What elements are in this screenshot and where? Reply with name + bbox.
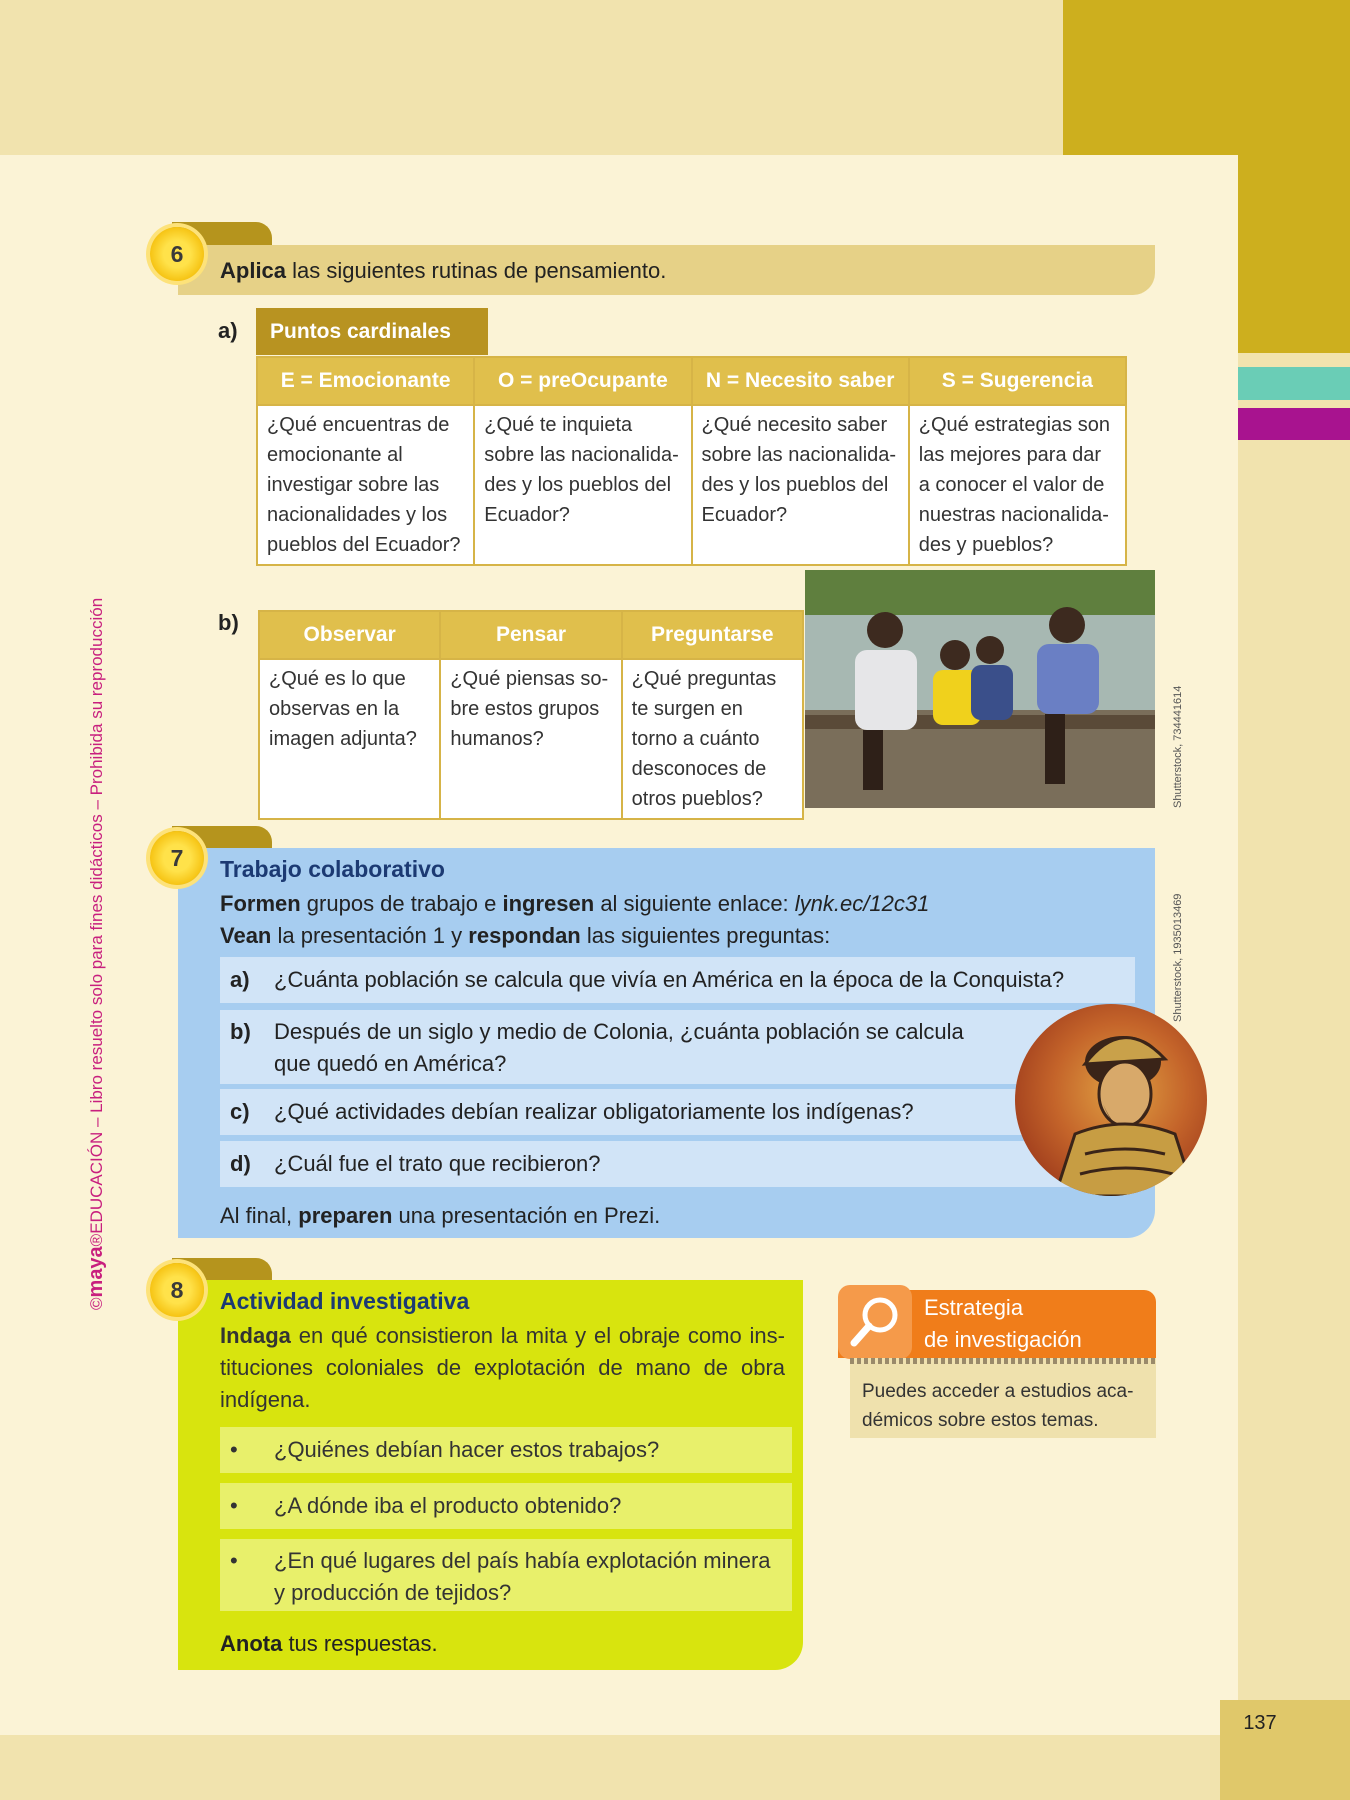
cell-pensar: ¿Qué piensas sobre estos grupos humanos? [440, 659, 621, 819]
closing-start: Al final, [220, 1203, 299, 1228]
strategy-icon-box [838, 1285, 912, 1359]
verb-preparen: preparen [298, 1203, 393, 1228]
bullet-dot: • [230, 1548, 238, 1573]
conquistador-portrait [1015, 1004, 1207, 1196]
bullet-item-1 [220, 1427, 792, 1473]
strategy-title [924, 1292, 1082, 1356]
question-a [220, 957, 1135, 1003]
header-observar: Observar [259, 611, 440, 659]
bullet-text: ¿A dónde iba el producto obtenido? [274, 1493, 622, 1518]
header-preguntarse: Preguntarse [622, 611, 803, 659]
activity-6-instruction [220, 258, 666, 284]
table-row [257, 405, 1126, 565]
presentation-link[interactable]: lynk.ec/12c31 [794, 891, 930, 916]
instruction-verb: Aplica [220, 258, 287, 283]
observe-think-wonder-table [258, 610, 804, 820]
header-emocionante: E = Emocionante [257, 357, 474, 405]
question-label: c) [230, 1099, 250, 1124]
strategy-title-line-1: Estrategia [924, 1295, 1024, 1320]
bottom-band [0, 1735, 1350, 1800]
line-1-end: al siguiente enlace: [594, 891, 795, 916]
top-band [0, 0, 1063, 155]
activity-8-intro [220, 1320, 785, 1416]
question-d [220, 1141, 1135, 1187]
question-label: a) [230, 967, 250, 992]
cell-sugerencia: ¿Qué estrategias son las mejores para dar a conocer el valor de nuestras nacionalidades y pueblos? [909, 405, 1126, 565]
activity-8-closing [220, 1628, 438, 1660]
activity-7-number-badge: 7 [150, 831, 204, 885]
magnifier-icon [838, 1285, 912, 1359]
bullet-dot: • [230, 1493, 238, 1518]
teal-tab-decoration [1238, 367, 1350, 400]
question-c [220, 1089, 1135, 1135]
cell-necesito-saber: ¿Qué necesito saber sobre las nacionalidades y los pueblos del Ecuador? [692, 405, 909, 565]
bullet-item-2 [220, 1483, 792, 1529]
instruction-text: las siguientes rutinas de pensamiento. [286, 258, 667, 283]
cell-preocupante: ¿Qué te inquieta sobre las nacionalidades y los pueblos del Ecuador? [474, 405, 691, 565]
bullet-item-3 [220, 1539, 792, 1611]
activity-7-closing [220, 1200, 660, 1232]
question-label: d) [230, 1151, 251, 1176]
verb-respondan: respondan [468, 923, 581, 948]
copyright-symbol: © [87, 1297, 106, 1310]
header-preocupante: O = preOcupante [474, 357, 691, 405]
verb-formen: Formen [220, 891, 301, 916]
magenta-tab-decoration [1238, 408, 1350, 441]
cell-emocionante: ¿Qué encuentras de emocionante al investigar sobre las nacionalidades y los pueblos del Ecuador? [257, 405, 474, 565]
brand-logo-text: maya [85, 1246, 107, 1298]
closing-text: tus respuestas. [282, 1631, 438, 1656]
activity-6-number-badge: 6 [150, 227, 204, 281]
verb-ingresen: ingresen [502, 891, 595, 916]
bullet-text: ¿En qué lugares del país había explotación minera y producción de tejidos? [274, 1548, 771, 1605]
strategy-text: Puedes acceder a estudios académicos sobre estos temas. [862, 1381, 1134, 1431]
children-river-photo [805, 570, 1155, 808]
cell-preguntarse: ¿Qué preguntas te surgen en torno a cuánto desconoces de otros pueblos? [622, 659, 803, 819]
verb-anota: Anota [220, 1631, 283, 1656]
cell-observar: ¿Qué es lo que observas en la imagen adjunta? [259, 659, 440, 819]
intro-text: en qué consistieron la mita y el obraje como instituciones coloniales de explotación de mano de obra indígena. [220, 1323, 785, 1412]
closing-end: una presentación en Prezi. [392, 1203, 661, 1228]
registered-symbol: ® [87, 1233, 106, 1247]
activity-7-line-2 [220, 920, 830, 952]
side-credit [85, 598, 108, 1310]
photo-credit-1: Shutterstock, 734441614 [1172, 685, 1184, 808]
header-pensar: Pensar [440, 611, 621, 659]
strategy-title-line-2: de investigación [924, 1327, 1082, 1352]
line-2-end: las siguientes preguntas: [580, 923, 831, 948]
bullet-dot: • [230, 1437, 238, 1462]
side-credit-text: EDUCACIÓN – Libro resuelto solo para fines didácticos – Prohibida su reproducción [87, 597, 106, 1234]
table-header-row [259, 611, 803, 659]
question-text: Después de un siglo y medio de Colonia, ¿cuánta población se calcula que quedó en América? [274, 1019, 964, 1076]
activity-7-line-1 [220, 888, 929, 920]
conquistador-illustration [1015, 1004, 1207, 1196]
right-margin-strip [1238, 440, 1350, 1800]
question-label: b) [230, 1019, 251, 1044]
question-text: ¿Cuánta población se calcula que vivía en América en la época de la Conquista? [274, 967, 1065, 992]
verb-vean: Vean [220, 923, 272, 948]
question-b [220, 1010, 1135, 1084]
table-row [259, 659, 803, 819]
header-necesito-saber: N = Necesito saber [692, 357, 909, 405]
verb-indaga: Indaga [220, 1323, 291, 1348]
header-sugerencia: S = Sugerencia [909, 357, 1126, 405]
table-header-row [257, 357, 1126, 405]
line-2-text: la presentación 1 y [271, 923, 469, 948]
question-text: ¿Qué actividades debían realizar obligatoriamente los indígenas? [274, 1099, 914, 1124]
part-b-label: b) [218, 610, 239, 635]
part-a-label: a) [218, 318, 238, 343]
activity-8-number-badge: 8 [150, 1263, 204, 1317]
cardinal-points-title: Puntos cardinales [256, 308, 488, 355]
image-credit-2: Shutterstock, 1935013469 [1172, 893, 1184, 1022]
children-photo-illustration [805, 570, 1155, 808]
page-number: 137 [1243, 1712, 1277, 1734]
cardinal-points-table [256, 356, 1127, 566]
bullet-text: ¿Quiénes debían hacer estos trabajos? [274, 1437, 660, 1462]
activity-8-title: Actividad investigativa [220, 1288, 470, 1314]
activity-7-title: Trabajo colaborativo [220, 856, 445, 882]
line-1-text: grupos de trabajo e [300, 891, 503, 916]
question-text: ¿Cuál fue el trato que recibieron? [274, 1151, 601, 1176]
